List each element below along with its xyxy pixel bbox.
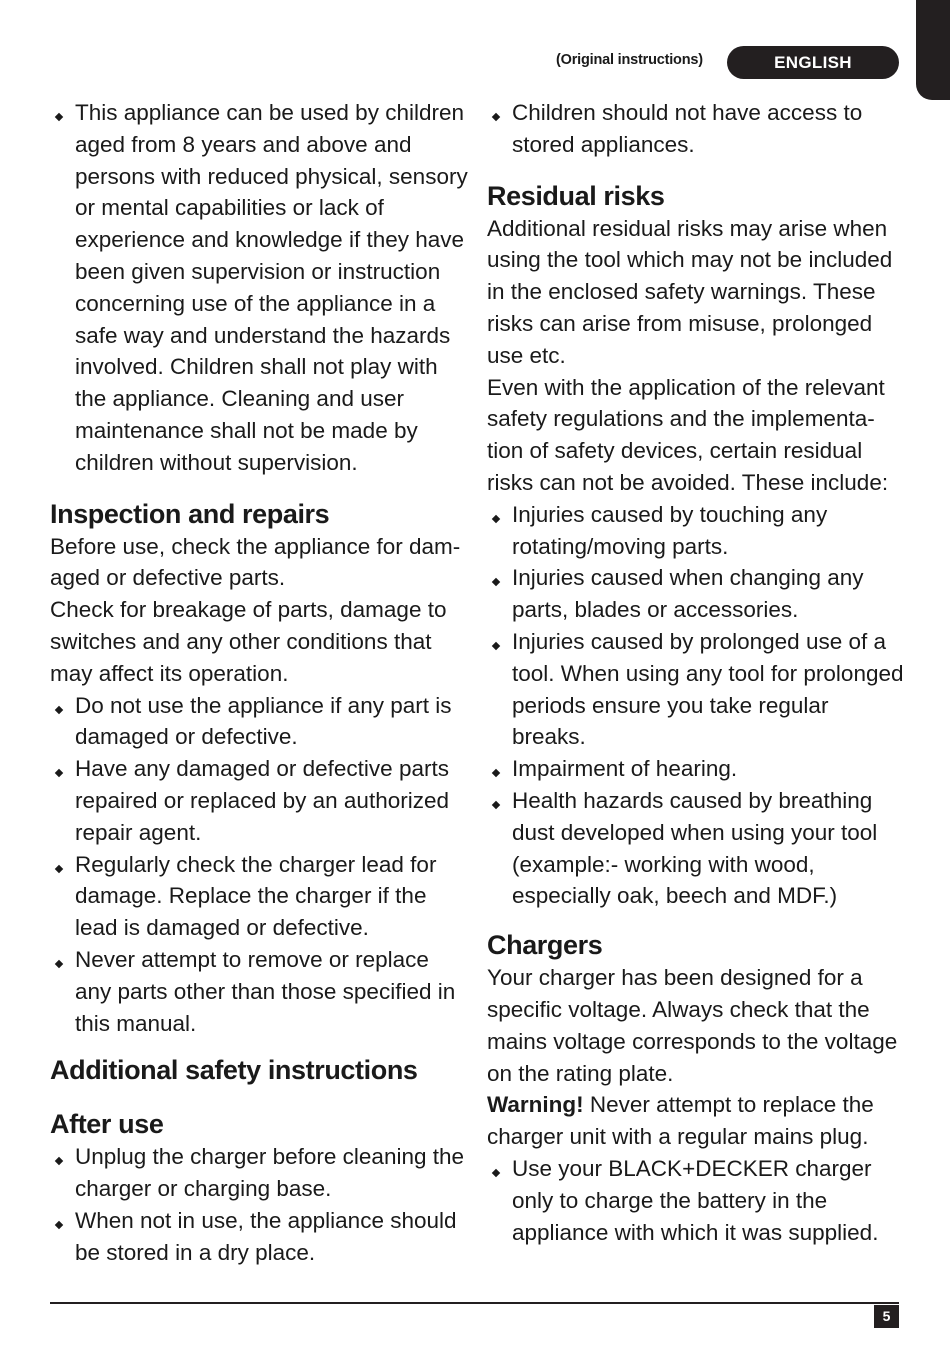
warning-text: Never attempt to replace the charger unit with a regular mains plug. [487,1092,874,1150]
intro-bullet-list [50,97,470,479]
list-item: Injuries caused by touching any rotating/moving parts. [487,499,907,563]
bullet-diamond-icon [492,1169,500,1177]
bullet-diamond-icon [492,642,500,650]
residual-risks-heading: Residual risks [487,180,665,211]
inspection-paragraph-1: Before use, check the appliance for dam-aged or defective parts. [50,533,461,591]
bullet-diamond-icon [492,769,500,777]
bullet-diamond-icon [492,578,500,586]
inspection-bullet-list [50,690,470,1040]
list-item: Children should not have access to stored appliances. [487,97,907,161]
warning-label: Warning! [487,1092,584,1118]
list-item: Never attempt to remove or replace any parts other than those specified in this manual. [50,944,470,1039]
list-item: Have any damaged or defective parts repaired or replaced by an authorized repair agent. [50,753,470,848]
top-bullet-list [487,97,907,161]
list-item: Do not use the appliance if any part is damaged or defective. [50,690,470,754]
list-item: Unplug the charger before cleaning the charger or charging base. [50,1141,470,1205]
warning-paragraph [487,1089,907,1153]
list-item: Impairment of hearing. [487,753,907,785]
chargers-paragraph-1: Your charger has been designed for a specific voltage. Always check that the mains voltage corresponds to the voltage on the rating plate. [487,965,898,1086]
bullet-diamond-icon [55,113,63,121]
left-column [50,97,470,1269]
bullet-diamond-icon [55,960,63,968]
footer-rule [50,1302,899,1304]
bullet-diamond-icon [492,515,500,523]
after-use-heading: After use [50,1109,164,1140]
original-instructions-label: (Original instructions) [556,52,703,68]
bullet-diamond-icon [55,1157,63,1165]
inspection-heading: Inspection and repairs [50,498,330,529]
list-item: When not in use, the appliance should be stored in a dry place. [50,1205,470,1269]
residual-paragraph-2: Even with the application of the relevant safety regulations and the implementa-tion of safety devices, certain residual risks can not be avoided. These include: [487,374,889,495]
list-item: Injuries caused when changing any parts, blades or accessories. [487,562,907,626]
inspection-paragraph-2: Check for breakage of parts, damage to switches and any other conditions that may affect its operation. [50,597,447,686]
list-item: This appliance can be used by children aged from 8 years and above and persons with reduced physical, sensory or mental capabilities or lack of experience and knowledge if they have been given supervision or instruction concerning use of the appliance in a safe way and understand the hazards involved. Children shall not play with the appliance. Cleaning and user maintenance shall not be made by children without supervision. [50,97,470,479]
list-item: Regularly check the charger lead for damage. Replace the charger if the lead is damaged or defective. [50,849,470,944]
section-tab-marker [916,0,950,100]
list-item: Injuries caused by prolonged use of a tool. When using any tool for prolonged periods ensure you take regular breaks. [487,626,907,753]
after-use-bullet-list [50,1141,470,1268]
list-item: Health hazards caused by breathing dust developed when using your tool (example:- working with wood, especially oak, beech and MDF.) [487,785,907,912]
bullet-diamond-icon [55,705,63,713]
bullet-diamond-icon [55,769,63,777]
page-number: 5 [874,1305,899,1328]
chargers-heading: Chargers [487,930,603,961]
language-badge: ENGLISH [727,46,899,79]
chargers-bullet-list [487,1153,907,1248]
bullet-diamond-icon [55,1221,63,1229]
bullet-diamond-icon [492,801,500,809]
bullet-diamond-icon [55,864,63,872]
list-item: Use your BLACK+DECKER charger only to charge the battery in the appliance with which it was supplied. [487,1153,907,1248]
bullet-diamond-icon [492,113,500,121]
additional-safety-heading: Additional safety instructions [50,1055,418,1086]
right-column [487,97,907,1248]
residual-bullet-list [487,499,907,912]
residual-paragraph-1: Additional residual risks may arise when using the tool which may not be included in the enclosed safety warnings. These risks can arise from misuse, prolonged use etc. [487,215,893,368]
